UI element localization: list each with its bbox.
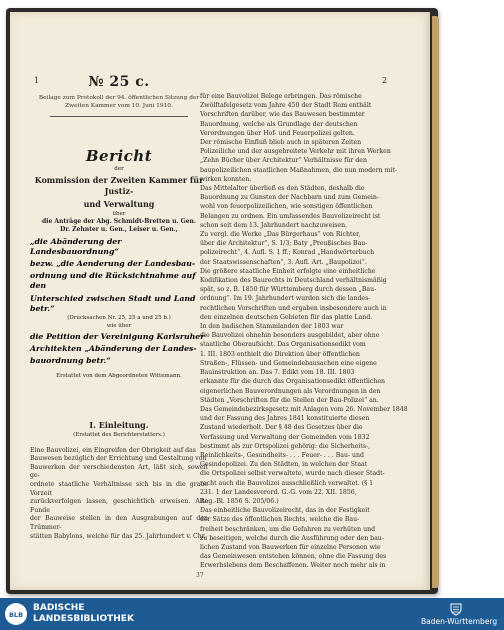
drucksachen-note: (Drucksachen Nr. 25, 25 a und 25 b.) [67, 315, 171, 322]
blb-logo-text: BLB [8, 611, 24, 619]
text-line: Kodifikation des Baurechts in Deutschland verhältnismäßig [200, 277, 387, 285]
text-line: spät, so z. B. 1850 für Württemberg durch dessen „Bau- [200, 286, 377, 294]
page-edges [432, 16, 439, 588]
text-line: Zu vergl. die Werke „Das Bürgerhaus“ von Richter, [200, 231, 361, 239]
text-line: Straßen-, Flüssen- und Gemeindebausachen eine eigene [200, 359, 377, 367]
text-line: wirken konnten. [200, 175, 252, 183]
text-line: Reinlichkeits-, Gesundheits- . . . Feuer- . . . Bau- und [200, 451, 364, 459]
text-line: Zustand wiederholt. Der § 48 des Gesetzes über die [200, 424, 363, 432]
page-number-right: 2 [382, 76, 388, 85]
lead-paragraph [30, 447, 208, 542]
lead-line: stätten Babylons, welche für das 25. Jahrhundert v. Chr. [30, 532, 206, 540]
text-line: Reg.-Bl. 1856 S. 205/06.) [200, 497, 279, 505]
commission-der: der [114, 166, 124, 172]
commission-line: Kommission der Zweiten Kammer für Justiz- [34, 175, 204, 196]
motion-line: die Anträge der Abg. Schmidt-Bretten u. Gen. [41, 218, 197, 225]
text-line: eigenerlichen Bauverordnungen als Verordnungen in den [200, 387, 381, 395]
left-column [30, 74, 208, 541]
text-line: zu beseitigen, welche durch die Ausführung oder den bau- [200, 534, 384, 542]
text-line: der Sätze des öffentlichen Rechts, welche die Bau- [200, 516, 360, 524]
text-line: Der römische Einfluß blieb auch in späteren Zeiten [200, 139, 362, 147]
coat-of-arms-icon [449, 602, 463, 616]
region-label: Baden-Württemberg [421, 617, 498, 626]
reporter-line: Erstattet von dem Abgeordneten Wittemann. [56, 372, 182, 379]
text-line: schon seit dem 13. Jahrhundert nachzuweisen. [200, 221, 348, 229]
lead-line: Eine Bauvolizei, ein Eingreifen der Obrigkeit auf das [30, 446, 196, 454]
text-line: Zwölftafelgesetz vom Jahre 450 der Stadt Rom enthält [200, 102, 372, 110]
text-line: 1. III. 1803 enthielt die Direktion über öffentlichen [200, 350, 360, 358]
page-number-left: 1 [34, 76, 40, 85]
text-line: Vorschriften darüber, wie das Bauwesen bestimmter [200, 111, 365, 119]
motion-line: Dr. Zehnter u. Gen., Leiser u. Gen., [60, 226, 178, 234]
scanned-page [10, 12, 430, 590]
text-line: „Zehn Bücher über Architektur“ Verhältnisse für den [200, 157, 367, 165]
text-line: Die größere staatliche Einheit erfolgte eine einheitliche [200, 267, 376, 275]
meta-line: Zweiten Kammer vom 10. Juni 1910. [65, 103, 173, 109]
lead-line: Bauwesen bezüglich der Errichtung und Gestaltung von [30, 455, 207, 463]
text-line: Belangen zu ordnen. Ein umfassendes Bauvolizeirecht ist [200, 212, 381, 220]
quote-line: Unterschied zwischen Stadt und Land betr.“ [30, 293, 196, 313]
text-line: bestimmt als zur Ortspolizei gehörig: die Sicherheits-, [200, 442, 371, 450]
text-line: Das einheitliche Bauvolizeirecht, das in der Festigkeit [200, 507, 370, 515]
text-line: der Staatswissenschaften“, 3. Aufl. Art. „Baupolizei“. [200, 258, 367, 266]
sowie-label: wie über [106, 323, 132, 330]
text-line: polizeirecht“, 4. Aufl. S. 1 ff.; Konrad „Handwörterbuch [200, 249, 375, 257]
section-subtitle: (Erstattet des Berichterstatters.) [73, 431, 165, 438]
library-name-line1: BADISCHE [33, 603, 85, 613]
quote-line: bezw. „die Aenderung der Landesbau- [30, 259, 196, 268]
text-line: Bauordnung, welche als Grundlage der deutschen [200, 120, 358, 128]
commission-line: und Verwaltung [83, 199, 155, 209]
text-line: erkannte für die durch das Organisationsedikt öffentlichen [200, 378, 385, 386]
lead-line: Bauwerken der verschiedensten Art, läßt sich, soweit ge- [30, 463, 208, 480]
right-column [200, 92, 408, 571]
petition-line: die Petition der Vereinigung Karlsruher [30, 332, 205, 342]
meta-line: Beilage zum Protokoll der 94. öffentlichen Sitzung der [38, 95, 200, 101]
text-line: Gesindepolizei. Zu den Städten, in welchen der Staat [200, 461, 368, 469]
issue-number: № 25 c. [88, 74, 150, 90]
text-line: die Ortspolizei selbst verwaltete, wurde nach dieser Stadt- [200, 470, 385, 478]
divider [50, 116, 188, 117]
text-line: Erwerbslebens dem Beschaffenen. Weiter noch mehr als in [200, 562, 386, 570]
lead-line: der Bauweise stellen in den Ausgrabungen auf den Trümmer- [30, 515, 208, 531]
petition-line: bauordnung betr.“ [30, 356, 111, 366]
text-line: lichen Zustand von Bauwerken für einzelne Personen wie [200, 543, 381, 551]
text-line: Verfassung und Verwaltung der Gemeinden vom 1832 [200, 433, 370, 441]
text-line: die Bauvolizei ohnehin besonders ausgebildet, aber ohne [200, 332, 380, 340]
text-line: freiheit beschränken, um die Gefahren zu verhüten und [200, 525, 376, 533]
text-line: den einzelnen deutschen Gebieten für das platte Land. [200, 313, 373, 321]
library-name-line2: LANDESBIBLIOTHEK [33, 614, 134, 624]
library-name[interactable] [33, 603, 134, 625]
text-line: baupolizeilichen staatlichen Maßnahmen, die nun modern mit- [200, 166, 398, 174]
text-line: über die Architektur“, S. 1/3; Baty „Preußisches Bau- [200, 240, 368, 248]
text-line: 231. 1 der Landesverord. G.-G. vom 22. XII. 1856, [200, 488, 357, 496]
quote-line: „die Abänderung der Landesbauordnung“ [30, 236, 122, 256]
text-line: für eine Bauvolizei Belege erbringen. Das römische [200, 93, 362, 100]
text-line: rechtlichen Vorschriften und ergaben insbesondere auch in [200, 304, 387, 312]
text-line: Bauinstruktion an. Das 7. Edikt vom 18. III. 1803 [200, 369, 355, 377]
text-line: staatliche Oberaufsicht. Das Organisationsedikt vom [200, 341, 366, 349]
text-line: recht auch die Bauvolizei ausschließlich verwaltet. (§ 1 [200, 479, 374, 487]
text-line: Das Mittelalter überließ es den Städten, deshalb die [200, 185, 365, 193]
text-line: In den badischen Stammlanden der 1803 war [200, 323, 344, 331]
text-line: Bauordnung zu Gunsten der Nachbarn und zum Gemein- [200, 194, 379, 202]
text-line: ordnung“. Im 19. Jahrhundert wurden sich die landes- [200, 295, 371, 303]
petition-line: Architekten „Abänderung der Landes- [30, 344, 197, 354]
page-number-bottom: 37 [196, 572, 204, 579]
text-line: und der Fassung des Jahres 1841 konstituierte diesen [200, 415, 370, 423]
lead-line: zurückverfolgen lassen, geschichtlich erweisen. Alte Funde [30, 498, 208, 514]
text-line: das Gemeinwesen entstehen können, ohne die Fassung des [200, 553, 387, 561]
lead-line: ordnete staatliche Verhältnisse sich bis in die graue Vorzeit [30, 481, 208, 497]
quote-line: ordnung und die Rücksichtnahme auf den [30, 271, 196, 291]
text-line: Städten „Vorschriften für die Stellen der Bau-Polizei“ an. [200, 396, 379, 404]
text-line: Polizeiliche und der ausgebreitete Verkehr mit ihren Werken [200, 148, 391, 156]
text-line: wohl von feuerpolizeilichen, wie sonstigen öffentlichen [200, 203, 373, 211]
section-title: I. Einleitung. [89, 419, 149, 430]
text-line: Verordnungen über Hof- und Feuerpolizei gelten. [200, 129, 355, 137]
ueber-label: über [112, 211, 126, 217]
text-line: Das Gemeindebezirksgesetz mit Anlagen vom 26. November 1848 [200, 405, 408, 413]
document-title: Bericht [85, 147, 153, 165]
